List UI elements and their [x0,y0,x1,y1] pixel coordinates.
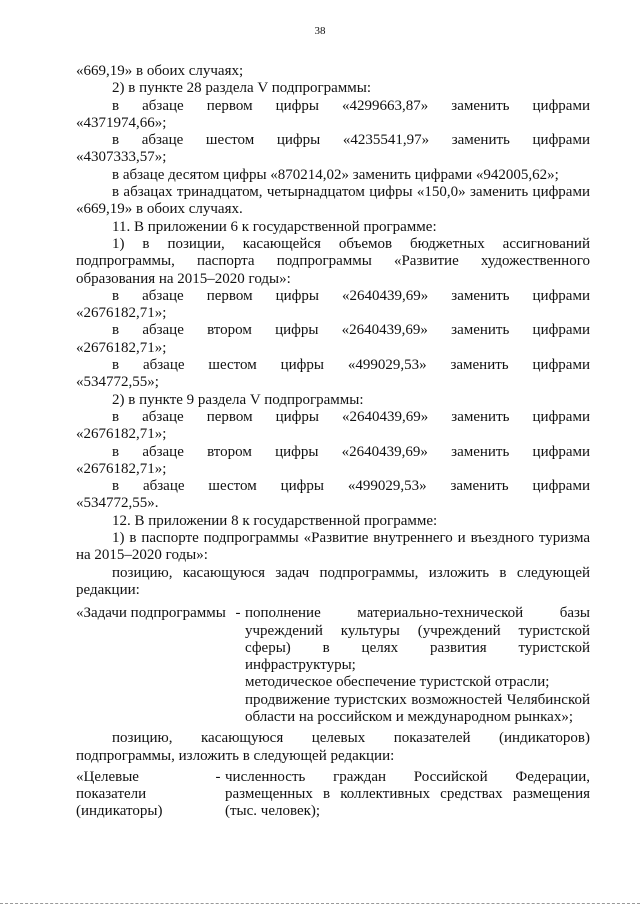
word: заменить [450,478,509,495]
word: в [112,287,120,304]
word: «499029,53» [347,357,427,374]
paragraph: «2676182,71»; [76,460,167,477]
word: абзаце [141,132,184,149]
paragraph: 2) в пункте 9 раздела V подпрограммы: [112,391,364,408]
word: абзаце [142,322,184,339]
word: цифрами [532,357,590,374]
word: абзаце [142,443,184,460]
word: абзаце [142,408,184,425]
definition-term: «Задачи подпрограммы [76,605,226,622]
paragraph: «4371974,66»; [76,114,167,131]
word: «2640439,69» [342,408,429,425]
paragraph: 11. В приложении 6 к государственной программе: [112,218,437,235]
word: абзаце [142,478,185,495]
word: цифры [280,478,324,495]
replacement-row [76,357,590,374]
word: цифры [276,132,321,149]
word: заменить [451,408,510,425]
word: «2640439,69» [341,443,428,460]
word: «4235541,97» [342,132,430,149]
word: цифры [275,322,319,339]
word: абзаце [142,97,184,114]
word: «499029,53» [347,478,427,495]
word: цифрами [532,322,590,339]
word: цифрами [532,443,590,460]
paragraph: позицию, касающуюся задач подпрограммы, изложить в следующей редакции: [76,564,590,598]
paragraph: 1) в паспорте подпрограммы «Развитие внутреннего и въездного туризма на 2015–2020 годы»: [76,530,590,564]
word: шестом [205,132,255,149]
word: в [112,478,120,495]
word: цифрами [532,408,590,425]
paragraph: «669,19» в обоих случаях; [76,63,244,79]
word: «2640439,69» [342,287,429,304]
word: первом [206,97,253,114]
word: цифры [275,443,319,460]
paragraph: «2676182,71»; [76,305,167,322]
definition-dash: - [215,768,221,785]
replacement-row [76,322,590,339]
replacement-row [76,409,590,426]
paragraph: «2676182,71»; [76,426,167,443]
word: «4299663,87» [342,97,429,114]
paragraph: 12. В приложении 8 к государственной программе: [112,512,438,529]
word: цифрами [532,132,590,149]
word: шестом [208,357,257,374]
word: в [112,322,120,339]
description-line: пополнение материально-технической базы учреждений культуры (учреждений туристской сферы) в целях развития туристской инфраструктуры; [245,605,590,674]
replacement-row [76,132,590,149]
definition-term: «Целевые показатели (индикаторы) [76,768,163,820]
replacement-row [76,444,590,461]
paragraph: 2) в пункте 28 раздела V подпрограммы: [112,80,372,97]
description-line: методическое обеспечение туристской отрасли; [245,674,550,691]
definition-block-tasks [76,605,590,726]
word: шестом [208,478,257,495]
word: заменить [450,357,509,374]
word: в [112,443,120,460]
word: втором [207,443,252,460]
description-line: продвижение туристских возможностей Челябинской области на российском и международном рынках»; [245,691,590,725]
page-number: 38 [314,25,326,37]
description-line: численность граждан Российской Федерации, размещенных в коллективных средствах размещения (тыс. человек); [225,768,590,820]
word: заменить [451,132,510,149]
word: цифры [275,287,319,304]
word: цифрами [532,478,590,495]
replacement-row [76,288,590,305]
definition-block-indicators [76,769,590,821]
definition-description [225,769,590,821]
word: в [112,408,120,425]
word: цифры [275,97,319,114]
word: абзаце [142,357,185,374]
paragraph: позицию, касающуюся целевых показателей (индикаторов) подпрограммы, изложить в следующей редакции: [76,730,590,764]
paragraph: «2676182,71»; [76,339,167,356]
definition-dash: - [235,605,241,622]
word: «2640439,69» [341,322,428,339]
word: заменить [451,287,510,304]
word: в [112,132,120,149]
paragraph: 1) в позиции, касающейся объемов бюджетных ассигнований подпрограммы, паспорта подпрограммы «Развитие художественного образования на 2015–2020 годы»: [76,235,590,287]
paragraph: в абзаце десятом цифры «870214,02» заменить цифрами «942005,62»; [112,166,559,183]
word: втором [207,322,252,339]
paragraph: «4307333,57»; [76,149,167,166]
word: заменить [451,322,510,339]
replacement-row [76,478,590,495]
word: цифры [280,357,324,374]
word: заменить [451,97,510,114]
word: заменить [451,443,510,460]
word: абзаце [142,287,184,304]
paragraph: «534772,55»; [76,374,159,391]
word: первом [206,408,253,425]
word: первом [206,287,253,304]
definition-description [245,605,590,726]
document-body [76,63,590,825]
word: цифры [275,408,319,425]
word: в [112,357,120,374]
word: в [112,97,120,114]
word: цифрами [532,287,590,304]
word: цифрами [532,97,590,114]
paragraph: «534772,55». [76,495,159,512]
paragraph: в абзацах тринадцатом, четырнадцатом цифры «150,0» заменить цифрами «669,19» в обоих случаях. [76,184,590,218]
replacement-row [76,98,590,115]
